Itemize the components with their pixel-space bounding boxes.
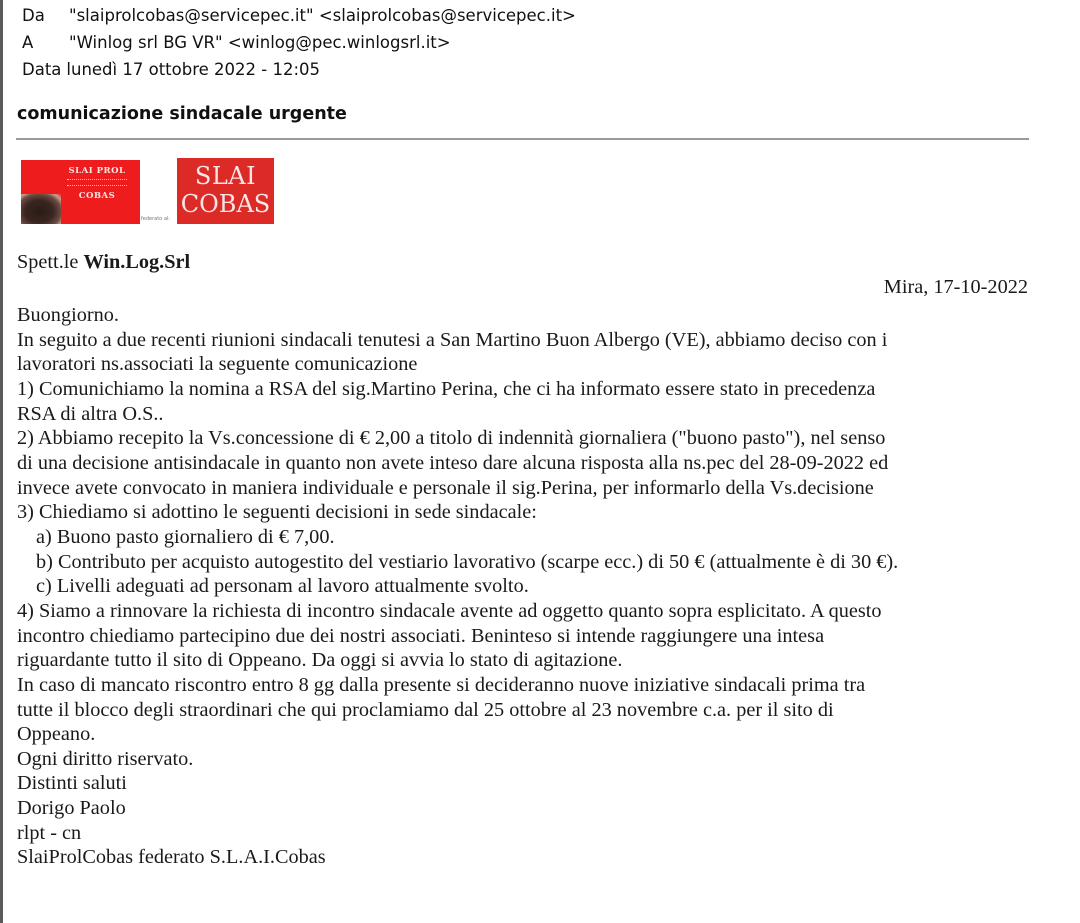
letter-body: [17, 303, 1047, 870]
letter-line: In seguito a due recenti riunioni sindacali tenutesi a San Martino Buon Albergo (VE), abbiamo deciso con i: [17, 328, 888, 351]
email-subject: comunicazione sindacale urgente: [17, 104, 347, 124]
logo-photo: [21, 194, 61, 224]
from-row: [22, 2, 576, 29]
slai-prol-cobas-logo: [21, 160, 140, 224]
letter-line: Oppeano.: [17, 723, 96, 746]
logo2-line2: COBAS: [180, 190, 271, 218]
letter-line: Buongiorno.: [17, 304, 119, 326]
letter-line: RSA di altra O.S..: [17, 402, 164, 425]
federato-label: federato al:: [141, 216, 170, 222]
logo2-line1: SLAI: [194, 162, 257, 190]
letter-line: riguardante tutto il sito di Oppeano. Da oggi si avvia lo stato di agitazione.: [17, 649, 623, 672]
letter-line: rlpt - cn: [17, 821, 82, 844]
date-row: [22, 56, 576, 83]
to-label: A: [22, 33, 34, 52]
date-label: Data: [22, 60, 62, 79]
letter-line: incontro chiediamo partecipino due dei nostri associati. Beninteso si intende raggiungere una intesa: [17, 624, 825, 647]
letter-line: 3) Chiediamo si adottino le seguenti decisioni in sede sindacale:: [17, 501, 537, 524]
letter-line: lavoratori ns.associati la seguente comunicazione: [17, 353, 418, 376]
letter-line: SlaiProlCobas federato S.L.A.I.Cobas: [17, 846, 326, 869]
to-row: [22, 29, 576, 56]
email-header: [22, 2, 576, 83]
from-value[interactable]: "slaiprolcobas@servicepec.it" <slaiprolcobas@servicepec.it>: [69, 6, 576, 25]
slai-cobas-logo: [177, 158, 274, 224]
header-divider: [16, 138, 1029, 140]
letter-line: 1) Comunichiamo la nomina a RSA del sig.Martino Perina, che ci ha informato essere stato in precedenza: [17, 377, 876, 400]
letter-line: di una decisione antisindacale in quanto non avete inteso dare alcuna risposta alla ns.pec del 28-09-2022 ed: [17, 451, 889, 474]
letter-line: Dorigo Paolo: [17, 797, 126, 820]
letter-line: invece avete convocato in maniera individuale e personale il sig.Perina, per informarlo della Vs.decisione: [17, 476, 874, 499]
logo1-title: SLAI PROL: [68, 166, 126, 176]
letter-line: In caso di mancato riscontro entro 8 gg dalla presente si decideranno nuove iniziative sindacali prima tra: [17, 673, 866, 696]
recipient-name: Win.Log.Srl: [83, 251, 191, 273]
window-left-border: [0, 0, 3, 923]
date-value: lunedì 17 ottobre 2022 - 12:05: [66, 60, 321, 79]
letter-salutation: [17, 251, 190, 274]
logo1-bottom-text: COBAS: [78, 191, 116, 201]
salutation-prefix: Spett.le: [17, 251, 84, 273]
letter-list-item: b) Contributo per acquisto autogestito del vestiario lavorativo (scarpe ecc.) di 50 € (attualmente è di 30 €).: [36, 550, 899, 573]
letter-list-item: a) Buono pasto giornaliero di € 7,00.: [36, 525, 335, 548]
letter-line: tutte il blocco degli straordinari che qui proclamiamo dal 25 ottobre al 23 novembre c.a. per il sito di: [17, 698, 834, 721]
letter-place-date: Mira, 17-10-2022: [883, 276, 1028, 298]
letter-line: Ogni diritto riservato.: [17, 747, 194, 770]
from-label: Da: [22, 6, 45, 25]
to-value[interactable]: "Winlog srl BG VR" <winlog@pec.winlogsrl.it>: [69, 33, 451, 52]
letter-list-item: c) Livelli adeguati ad personam al lavoro attualmente svolto.: [36, 575, 529, 598]
letter-line: 4) Siamo a rinnovare la richiesta di incontro sindacale avente ad oggetto quanto sopra esplicitato. A questo: [17, 599, 882, 622]
logo1-subtitle-lines: [67, 179, 127, 186]
letter-line: 2) Abbiamo recepito la Vs.concessione di € 2,00 a titolo di indennità giornaliera ("buono pasto"), nel senso: [17, 427, 886, 450]
letter-line: Distinti saluti: [17, 772, 127, 795]
